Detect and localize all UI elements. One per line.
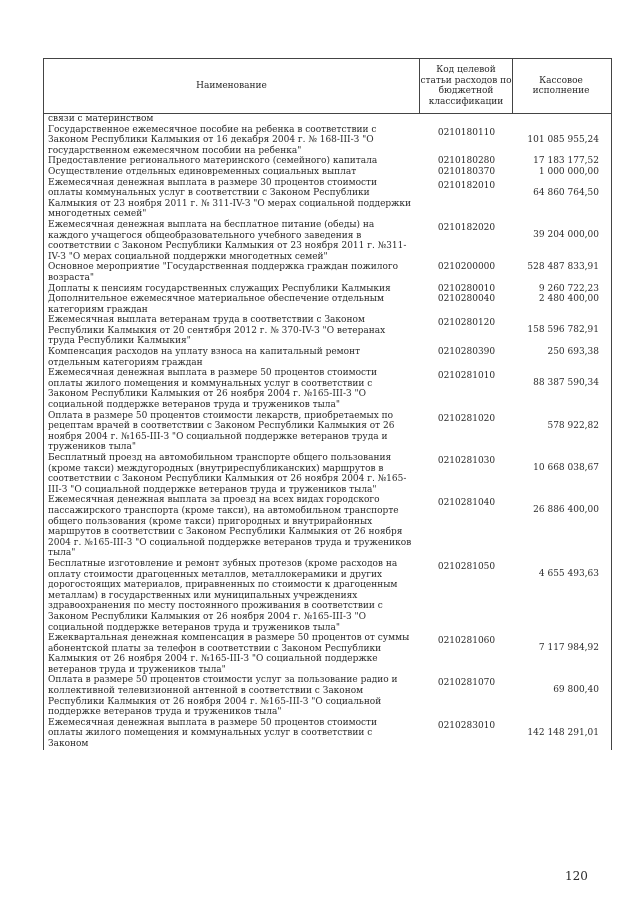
row-name: Ежемесячная денежная выплата в размере 50 процентов стоимости оплаты жилого помещения и коммунальных услуг в соответствии с Законом Республики Калмыкия от 26 ноября 2004 г. №165-III-З "О социальной поддержке ветеранов труда и тружеников тыла" xyxy=(48,368,378,411)
row-amount: 142 148 291,01 xyxy=(527,727,599,738)
row-code: 0210280010 xyxy=(437,283,496,294)
row-amount: 7 117 984,92 xyxy=(538,643,599,654)
row-name: Доплаты к пенсиям государственных служащих Республики Калмыкия xyxy=(48,283,391,294)
table-body xyxy=(44,114,611,750)
row-name: Предоставление регионального материнского (семейного) капитала xyxy=(48,156,378,167)
row-amount: 26 886 400,00 xyxy=(533,505,599,516)
row-amount: 39 204 000,00 xyxy=(533,229,599,240)
row-code: 0210281010 xyxy=(437,371,496,382)
table-row xyxy=(44,559,611,633)
row-name: Ежемесячная денежная выплата в размере 30 процентов стоимости оплаты коммунальных услуг в соответствии с Законом Республики Калмыкия от 23 ноября 2011 г. № 311-IV-З "О мерах социальной поддержки многодетных семей" xyxy=(48,177,412,220)
header-amount: Кассовое исполнение xyxy=(532,75,590,96)
expenditure-table xyxy=(43,58,612,750)
row-name: Ежеквартальная денежная компенсация в размере 50 процентов от суммы абонентской платы за телефон в соответствии с Законом Республики Калмыкия от 26 ноября 2004 г. №165-III-З "О социальной поддержке ветеранов труда и тружеников тыла" xyxy=(48,633,410,675)
table-row xyxy=(44,453,611,495)
table-row xyxy=(44,633,611,675)
row-name: Оплата в размере 50 процентов стоимости услуг за пользование радио и коллективной телевизионной антенной в соответствии с Законом Республики Калмыкия от 26 ноября 2004 г. №165-III-З "О социальной поддержке ветеранов труда и тружеников тыла" xyxy=(48,675,398,718)
table-row xyxy=(44,347,611,368)
table-row xyxy=(44,294,611,315)
table-row xyxy=(44,411,611,453)
row-amount: 17 183 177,52 xyxy=(533,156,599,167)
table-row xyxy=(44,167,611,178)
row-amount: 4 655 493,63 xyxy=(538,568,599,579)
row-amount: 10 668 038,67 xyxy=(533,463,599,473)
row-amount: 158 596 782,91 xyxy=(527,325,599,336)
row-code: 0210180110 xyxy=(437,127,496,138)
row-name: Дополнительное ежемесячное материальное обеспечение отдельным категориям граждан xyxy=(48,294,384,315)
row-amount: 88 387 590,34 xyxy=(533,378,599,389)
row-name: Бесплатные изготовление и ремонт зубных протезов (кроме расходов на оплату стоимости драгоценных металлов, металлокерамики и других дорогостоящих материалов, приравненных по стоимости к драгоценным металлам) в государственных или муниципальных учреждениях здравоохранения по месту постоянного проживания в соответствии с Законом Республики Калмыкия от 26 ноября 2004 г. №165-III-З "О социальной поддержке ветеранов труда и тружеников тыла" xyxy=(48,558,398,633)
row-name: Осуществление отдельных единовременных социальных выплат xyxy=(48,166,357,177)
row-amount: 101 085 955,24 xyxy=(527,134,599,145)
row-code: 0210281070 xyxy=(437,678,496,689)
table-row xyxy=(44,315,611,347)
row-name: Ежемесячная денежная выплата за проезд на всех видах городского пассажирского транспорта (кроме такси), на автомобильном транспорте общего пользования (кроме такси) пригородных и внутрирайонных маршрутов в соответствии с Законом Республики Калмыкия от 26 ноября 2004 г. №165-III-З "О социальной поддержке ветеранов труда и тружеников тыла" xyxy=(48,495,412,559)
table-row xyxy=(44,114,611,125)
row-code: 0210281040 xyxy=(437,498,496,509)
row-name: Компенсация расходов на уплату взноса на капитальный ремонт отдельным категориям граждан xyxy=(48,347,361,368)
row-amount xyxy=(513,114,609,125)
table-row xyxy=(44,368,611,410)
row-name: Государственное ежемесячное пособие на ребенка в соответствии с Законом Республики Калмыкия от 16 декабря 2004 г. № 168-III-З "О государственном ежемесячном пособии на ребенка" xyxy=(48,124,377,156)
table-row xyxy=(44,156,611,167)
row-amount: 250 693,38 xyxy=(547,347,599,358)
header-code: Код целевой статьи расходов по бюджетной классификации xyxy=(420,59,513,113)
row-code: 0210283010 xyxy=(437,720,496,731)
row-code: 0210180280 xyxy=(437,156,496,167)
table-row xyxy=(44,495,611,559)
row-name: связи с материнством xyxy=(48,114,154,124)
row-amount: 69 800,40 xyxy=(553,685,599,696)
row-code: 0210281050 xyxy=(437,561,496,572)
table-row xyxy=(44,675,611,717)
table-header xyxy=(44,59,611,114)
row-amount: 2 480 400,00 xyxy=(538,294,599,305)
row-name: Ежемесячная денежная выплата в размере 50 процентов стоимости оплаты жилого помещения и коммунальных услуг в соответствии с Законом xyxy=(48,717,378,750)
row-name: Ежемесячная выплата ветеранам труда в соответствии с Законом Республики Калмыкия от 20 сентября 2012 г. № 370-IV-З "О ветеранах труда Республики Калмыкия" xyxy=(48,315,386,347)
row-code: 0210281060 xyxy=(437,636,496,647)
table-row xyxy=(44,125,611,157)
row-code xyxy=(420,114,513,125)
row-amount: 1 000 000,00 xyxy=(538,166,599,177)
row-name: Ежемесячная денежная выплата на бесплатное питание (обеды) на каждого учащегося общеобразовательного учебного заведения в соответствии с Законом Республики Калмыкия от 23 ноября 2011 г. №311-IV-З "О мерах социальной поддержки многодетных семей" xyxy=(48,219,407,262)
page-number: 120 xyxy=(565,869,588,883)
row-code: 0210281030 xyxy=(437,456,496,466)
row-code: 0210280040 xyxy=(437,294,496,305)
table-row xyxy=(44,262,611,283)
row-amount: 9 260 722,23 xyxy=(538,283,599,294)
row-name: Оплата в размере 50 процентов стоимости лекарств, приобретаемых по рецептам врачей в соответствии с Законом Республики Калмыкия от 26 ноября 2004 г. №165-III-З "О социальной поддержке ветеранов труда и тружеников тыла" xyxy=(48,410,395,453)
row-name: Бесплатный проезд на автомобильном транспорте общего пользования (кроме такси) междугородных (внутриреспубликанских) маршрутов в соответствии с Законом Республики Калмыкия от 26 ноября 2004 г. №165-III-З "О социальной поддержке ветеранов труда и тружеников тыла" xyxy=(48,453,407,495)
row-code: 0210280120 xyxy=(437,318,496,329)
row-code: 0210182020 xyxy=(437,222,496,233)
row-amount: 578 922,82 xyxy=(547,420,599,431)
row-code: 0210182010 xyxy=(437,180,496,191)
header-name: Наименование xyxy=(44,59,420,113)
row-name: Основное мероприятие "Государственная поддержка граждан пожилого возраста" xyxy=(48,262,399,283)
row-code: 0210281020 xyxy=(437,413,496,424)
row-amount: 528 487 833,91 xyxy=(527,262,599,273)
row-code: 0210280390 xyxy=(437,347,496,358)
row-code: 0210200000 xyxy=(437,262,496,273)
row-amount: 64 860 764,50 xyxy=(533,187,599,198)
table-row xyxy=(44,718,611,750)
row-code: 0210180370 xyxy=(437,166,496,177)
table-row xyxy=(44,178,611,220)
table-row xyxy=(44,220,611,262)
table-row xyxy=(44,284,611,295)
